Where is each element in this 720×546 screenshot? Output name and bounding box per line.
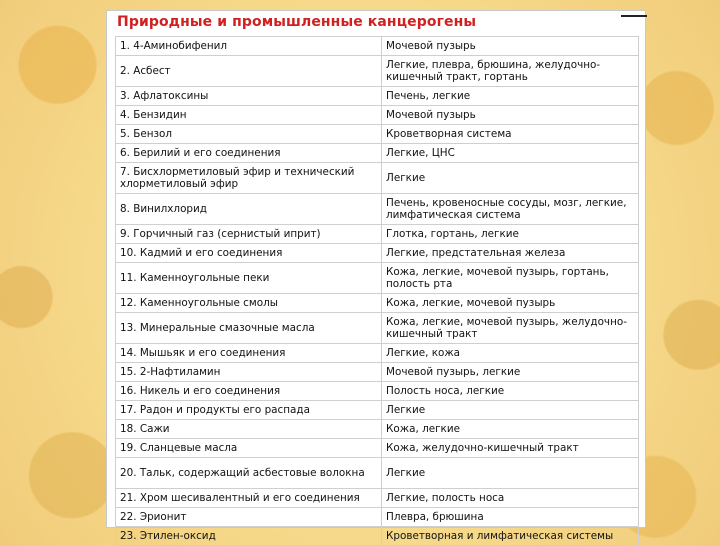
agent-cell: 19. Сланцевые масла xyxy=(116,439,382,458)
table-row xyxy=(116,56,639,87)
target-cell: Мочевой пузырь xyxy=(382,37,639,56)
target-cell: Легкие, предстательная железа xyxy=(382,244,639,263)
target-cell: Глотка, гортань, легкие xyxy=(382,225,639,244)
table-row xyxy=(116,401,639,420)
target-cell: Легкие, плевра, брюшина, желудочно-кишечный тракт, гортань xyxy=(382,56,639,87)
table-row xyxy=(116,263,639,294)
agent-cell: 10. Кадмий и его соединения xyxy=(116,244,382,263)
table-row xyxy=(116,363,639,382)
table-row xyxy=(116,244,639,263)
target-cell: Легкие xyxy=(382,163,639,194)
target-cell: Легкие, полость носа xyxy=(382,489,639,508)
carcinogen-table xyxy=(115,36,639,546)
agent-cell: 3. Афлатоксины xyxy=(116,87,382,106)
page-title: Природные и промышленные канцерогены xyxy=(117,14,477,30)
table-row xyxy=(116,382,639,401)
agent-cell: 21. Хром шесивалентный и его соединения xyxy=(116,489,382,508)
target-cell: Легкие, ЦНС xyxy=(382,144,639,163)
agent-cell: 14. Мышьяк и его соединения xyxy=(116,344,382,363)
table-row xyxy=(116,508,639,527)
target-cell: Легкие, кожа xyxy=(382,344,639,363)
table-row xyxy=(116,294,639,313)
table-row xyxy=(116,87,639,106)
agent-cell: 12. Каменноугольные смолы xyxy=(116,294,382,313)
target-cell: Мочевой пузырь, легкие xyxy=(382,363,639,382)
corner-line xyxy=(621,15,647,17)
target-cell: Кожа, легкие, мочевой пузырь, желудочно-кишечный тракт xyxy=(382,313,639,344)
agent-cell: 9. Горчичный газ (сернистый иприт) xyxy=(116,225,382,244)
table-row xyxy=(116,344,639,363)
agent-cell: 2. Асбест xyxy=(116,56,382,87)
target-cell: Кожа, легкие xyxy=(382,420,639,439)
agent-cell: 13. Минеральные смазочные масла xyxy=(116,313,382,344)
table-row xyxy=(116,439,639,458)
target-cell: Печень, легкие xyxy=(382,87,639,106)
table-row xyxy=(116,125,639,144)
agent-cell: 23. Этилен-оксид xyxy=(116,527,382,546)
target-cell: Легкие xyxy=(382,458,639,489)
table-row xyxy=(116,225,639,244)
table-row xyxy=(116,37,639,56)
agent-cell: 11. Каменноугольные пеки xyxy=(116,263,382,294)
agent-cell: 7. Бисхлорметиловый эфир и технический хлорметиловый эфир xyxy=(116,163,382,194)
target-cell: Кожа, легкие, мочевой пузырь, гортань, полость рта xyxy=(382,263,639,294)
table-row xyxy=(116,489,639,508)
agent-cell: 22. Эрионит xyxy=(116,508,382,527)
agent-cell: 1. 4-Аминобифенил xyxy=(116,37,382,56)
agent-cell: 6. Берилий и его соединения xyxy=(116,144,382,163)
target-cell: Мочевой пузырь xyxy=(382,106,639,125)
agent-cell: 17. Радон и продукты его распада xyxy=(116,401,382,420)
table-row xyxy=(116,194,639,225)
agent-cell: 5. Бензол xyxy=(116,125,382,144)
table-row xyxy=(116,106,639,125)
table-row xyxy=(116,163,639,194)
agent-cell: 20. Тальк, содержащий асбестовые волокна xyxy=(116,458,382,489)
target-cell: Легкие xyxy=(382,401,639,420)
agent-cell: 8. Винилхлорид xyxy=(116,194,382,225)
target-cell: Печень, кровеносные сосуды, мозг, легкие, лимфатическая система xyxy=(382,194,639,225)
target-cell: Полость носа, легкие xyxy=(382,382,639,401)
target-cell: Кожа, желудочно-кишечный тракт xyxy=(382,439,639,458)
agent-cell: 18. Сажи xyxy=(116,420,382,439)
agent-cell: 15. 2-Нафтиламин xyxy=(116,363,382,382)
target-cell: Кроветворная и лимфатическая системы xyxy=(382,527,639,546)
table-row xyxy=(116,313,639,344)
table-row xyxy=(116,144,639,163)
target-cell: Плевра, брюшина xyxy=(382,508,639,527)
target-cell: Кроветворная система xyxy=(382,125,639,144)
table-row xyxy=(116,527,639,546)
table-row xyxy=(116,420,639,439)
table-row xyxy=(116,458,639,489)
agent-cell: 4. Бензидин xyxy=(116,106,382,125)
agent-cell: 16. Никель и его соединения xyxy=(116,382,382,401)
target-cell: Кожа, легкие, мочевой пузырь xyxy=(382,294,639,313)
